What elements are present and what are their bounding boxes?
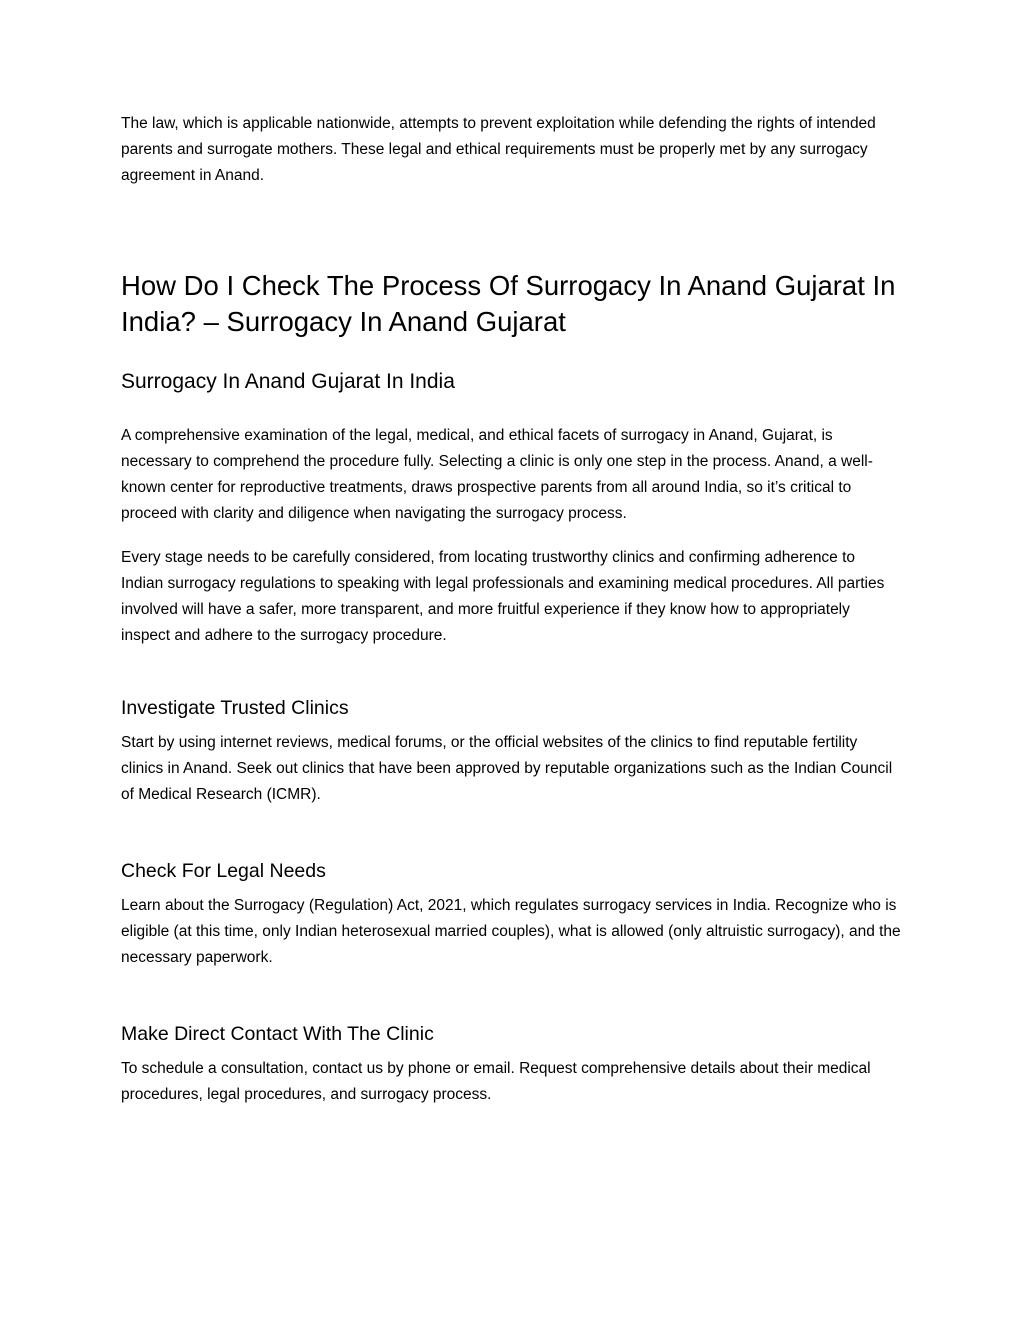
intro-paragraph: The law, which is applicable nationwide, attempts to prevent exploitation while defending the rights of intended parents and surrogate mothers. These legal and ethical requirements must be properly met by any surrogacy agreement in Anand.	[121, 115, 876, 184]
section-body-check-for-legal-needs: Learn about the Surrogacy (Regulation) Act, 2021, which regulates surrogacy services in India. Recognize who is eligible (at this time, only Indian heterosexual married couples), what is allowed (only altruistic surrogacy), and the necessary paperwork.	[121, 897, 901, 966]
main-heading: How Do I Check The Process Of Surrogacy In Anand Gujarat In India? – Surrogacy In Anand Gujarat	[121, 270, 896, 337]
section-heading-make-direct-contact: Make Direct Contact With The Clinic	[121, 1023, 434, 1045]
section-make-direct-contact	[121, 1021, 901, 1108]
section-body-make-direct-contact: To schedule a consultation, contact us by phone or email. Request comprehensive details about their medical procedures, legal procedures, and surrogacy process.	[121, 1060, 871, 1103]
section-investigate-trusted-clinics	[121, 695, 901, 808]
section-check-for-legal-needs	[121, 858, 901, 971]
overview-paragraph-1: A comprehensive examination of the legal, medical, and ethical facets of surrogacy in Anand, Gujarat, is necessary to comprehend the procedure fully. Selecting a clinic is only one step in the process. Anand, a well-known center for reproductive treatments, draws prospective parents from all around India, so it’s critical to proceed with clarity and diligence when navigating the surrogacy process.	[121, 427, 873, 522]
overview-paragraph-2: Every stage needs to be carefully considered, from locating trustworthy clinics and confirming adherence to Indian surrogacy regulations to speaking with legal professionals and examining medical procedures. All parties involved will have a safer, more transparent, and more fruitful experience if they know how to appropriately inspect and adhere to the surrogacy procedure.	[121, 549, 885, 644]
section-heading-check-for-legal-needs: Check For Legal Needs	[121, 860, 326, 882]
section-body-investigate-trusted-clinics: Start by using internet reviews, medical forums, or the official websites of the clinics to find reputable fertility clinics in Anand. Seek out clinics that have been approved by reputable organizations such as the Indian Council of Medical Research (ICMR).	[121, 734, 893, 803]
section-heading-investigate-trusted-clinics: Investigate Trusted Clinics	[121, 697, 349, 719]
subheading: Surrogacy In Anand Gujarat In India	[121, 370, 455, 393]
